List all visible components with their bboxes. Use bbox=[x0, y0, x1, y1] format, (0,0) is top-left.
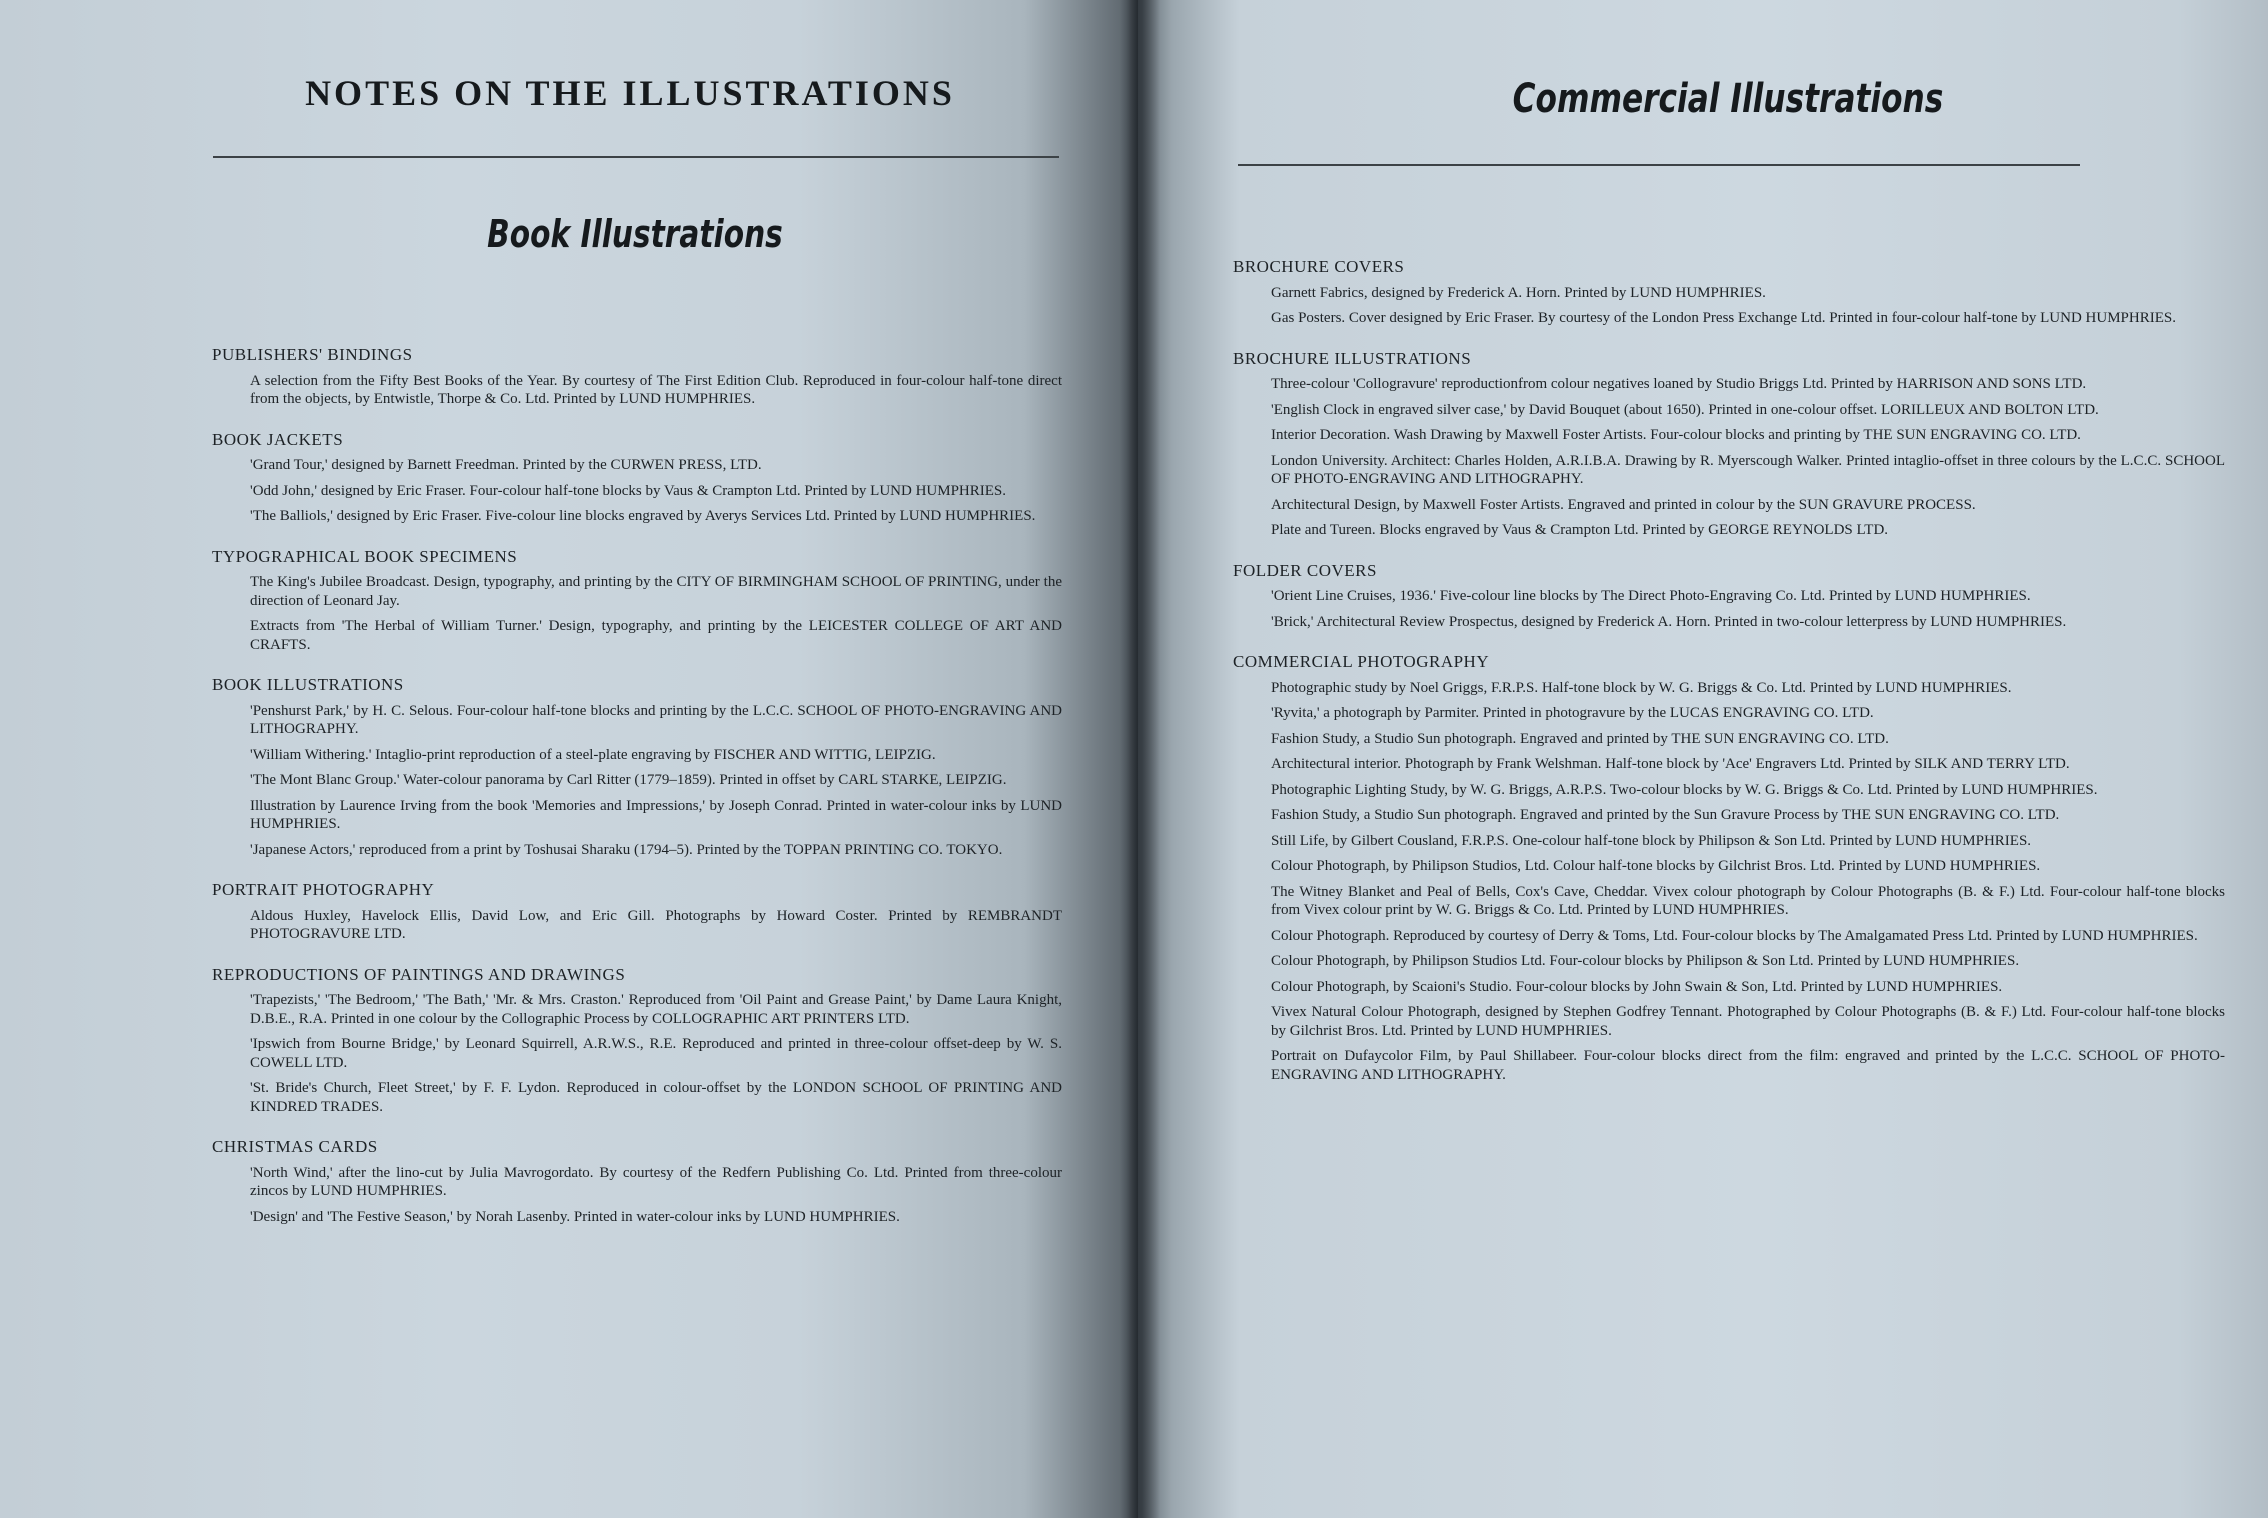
illustration-note: Colour Photograph, by Scaioni's Studio. Four-colour blocks by John Swain & Son, Ltd. Printed by LUND HUMPHRIES. bbox=[1271, 978, 2003, 995]
illustration-note: 'Trapezists,' 'The Bedroom,' 'The Bath,' 'Mr. & Mrs. Craston.' Reproduced from 'Oil Paint and Grease Paint,' by Dame Laura Knight, D.B.E., R.A. Printed in one colour by the Collographic Process by COLLOGRAPHIC ART PRINTERS LTD. bbox=[250, 992, 1062, 1027]
illustration-note: 'Grand Tour,' designed by Barnett Freedman. Printed by the CURWEN PRESS, LTD. bbox=[250, 457, 762, 473]
illustration-note: Interior Decoration. Wash Drawing by Maxwell Foster Artists. Four-colour blocks and printing by THE SUN ENGRAVING CO. LTD. bbox=[1271, 427, 2081, 443]
notes-section bbox=[212, 346, 1062, 409]
illustration-note: A selection from the Fifty Best Books of the Year. By courtesy of The First Edition Club. Reproduced in four-colour half-tone direct from the objects, by Entwistle, Thorpe & Co. Ltd. Printed by LUND HUMPHRIES. bbox=[250, 372, 1062, 407]
illustration-note: 'Ryvita,' a photograph by Parmiter. Printed in photogravure by the LUCAS ENGRAVING CO. LTD. bbox=[1271, 705, 1874, 721]
page-heading: Commercial Illustrations bbox=[1512, 76, 1944, 122]
illustration-note: Garnett Fabrics, designed by Frederick A. Horn. Printed by LUND HUMPHRIES. bbox=[1271, 284, 1766, 301]
section-heading: REPRODUCTIONS OF PAINTINGS AND DRAWINGS bbox=[212, 964, 626, 984]
illustration-note: 'The Mont Blanc Group.' Water-colour panorama by Carl Ritter (1779–1859). Printed in offset by CARL STARKE, LEIPZIG. bbox=[250, 772, 1007, 788]
heading-rule bbox=[213, 156, 1059, 158]
illustration-note: Illustration by Laurence Irving from the book 'Memories and Impressions,' by Joseph Conrad. Printed in water-colour inks by LUND HUMPHRIES. bbox=[250, 797, 1062, 832]
notes-column bbox=[212, 346, 1062, 1248]
illustration-note: Photographic study by Noel Griggs, F.R.P.S. Half-tone block by W. G. Briggs & Co. Ltd. Printed by LUND HUMPHRIES. bbox=[1271, 679, 2012, 696]
section-heading: BROCHURE ILLUSTRATIONS bbox=[1233, 348, 1472, 368]
illustration-note: 'Orient Line Cruises, 1936.' Five-colour line blocks by The Direct Photo-Engraving Co. Ltd. Printed by LUND HUMPHRIES. bbox=[1271, 588, 2031, 604]
section-heading: TYPOGRAPHICAL BOOK SPECIMENS bbox=[212, 546, 518, 566]
notes-section bbox=[212, 881, 1062, 944]
notes-section bbox=[1233, 562, 2225, 632]
notes-section bbox=[212, 548, 1062, 655]
illustration-note: 'English Clock in engraved silver case,' by David Bouquet (about 1650). Printed in one-colour offset. LORILLEUX AND BOLTON LTD. bbox=[1271, 401, 2099, 418]
notes-section bbox=[212, 1138, 1062, 1226]
illustration-note: Colour Photograph. Reproduced by courtesy of Derry & Toms, Ltd. Four-colour blocks by The Amalgamated Press Ltd. Printed by LUND HUMPHRIES. bbox=[1271, 927, 2198, 944]
illustration-note: Aldous Huxley, Havelock Ellis, David Low, and Eric Gill. Photographs by Howard Coster. Printed by REMBRANDT PHOTOGRAVURE LTD. bbox=[250, 907, 1062, 942]
section-heading: COMMERCIAL PHOTOGRAPHY bbox=[1233, 652, 1490, 671]
illustration-note: Colour Photograph, by Philipson Studios Ltd. Four-colour blocks by Philipson & Son Ltd. Printed by LUND HUMPHRIES. bbox=[1271, 953, 2020, 969]
illustration-note: The King's Jubilee Broadcast. Design, typography, and printing by the CITY OF BIRMINGHAM SCHOOL OF PRINTING, under the direction of Leonard Jay. bbox=[250, 574, 1062, 609]
illustration-note: 'William Withering.' Intaglio-print reproduction of a steel-plate engraving by FISCHER AND WITTIG, LEIPZIG. bbox=[250, 746, 936, 763]
section-heading: FOLDER COVERS bbox=[1233, 560, 1377, 580]
notes-section bbox=[212, 676, 1062, 859]
illustration-note: Photographic Lighting Study, by W. G. Briggs, A.R.P.S. Two-colour blocks by W. G. Briggs & Co. Ltd. Printed by LUND HUMPHRIES. bbox=[1271, 781, 2098, 798]
illustration-note: 'Brick,' Architectural Review Prospectus, designed by Frederick A. Horn. Printed in two-colour letterpress by LUND HUMPHRIES. bbox=[1271, 613, 2067, 630]
notes-section bbox=[212, 431, 1062, 526]
illustration-note: The Witney Blanket and Peal of Bells, Cox's Cave, Cheddar. Vivex colour photograph by Colour Photographs (B. & F.) Ltd. Four-colour half-tone blocks from Vivex colour print by W. G. Briggs & Co. Ltd. Printed by LUND HUMPHRIES. bbox=[1271, 883, 2225, 918]
heading-rule bbox=[1238, 164, 2080, 166]
illustration-note: 'Penshurst Park,' by H. C. Selous. Four-colour half-tone blocks and printing by the L.C.C. SCHOOL OF PHOTO-ENGRAVING AND LITHOGRAPHY. bbox=[250, 702, 1062, 737]
illustration-note: Fashion Study, a Studio Sun photograph. Engraved and printed by THE SUN ENGRAVING CO. LTD. bbox=[1271, 730, 1889, 747]
section-heading: PORTRAIT PHOTOGRAPHY bbox=[212, 880, 435, 899]
illustration-note: 'Odd John,' designed by Eric Fraser. Four-colour half-tone blocks by Vaus & Crampton Ltd. Printed by LUND HUMPHRIES. bbox=[250, 482, 1006, 499]
section-heading: CHRISTMAS CARDS bbox=[212, 1137, 378, 1156]
illustration-note: 'North Wind,' after the lino-cut by Julia Mavrogordato. By courtesy of the Redfern Publishing Co. Ltd. Printed from three-colour zincos by LUND HUMPHRIES. bbox=[250, 1164, 1062, 1199]
illustration-note: Colour Photograph, by Philipson Studios, Ltd. Colour half-tone blocks by Gilchrist Bros. Ltd. Printed by LUND HUMPHRIES. bbox=[1271, 858, 2041, 874]
section-title: Book Illustrations bbox=[487, 212, 783, 256]
notes-section bbox=[1233, 258, 2225, 328]
illustration-note: Fashion Study, a Studio Sun photograph. Engraved and printed by the Sun Gravure Process by THE SUN ENGRAVING CO. LTD. bbox=[1271, 807, 2060, 823]
illustration-note: Portrait on Dufaycolor Film, by Paul Shillabeer. Four-colour blocks direct from the film: engraved and printed by the L.C.C. SCHOOL OF PHOTO-ENGRAVING AND LITHOGRAPHY. bbox=[1271, 1048, 2225, 1083]
notes-section bbox=[1233, 350, 2225, 540]
illustration-note: 'Design' and 'The Festive Season,' by Norah Lasenby. Printed in water-colour inks by LUND HUMPHRIES. bbox=[250, 1208, 900, 1225]
notes-section bbox=[1233, 653, 2225, 1084]
illustration-note: Three-colour 'Collogravure' reproductionfrom colour negatives loaned by Studio Briggs Ltd. Printed by HARRISON AND SONS LTD. bbox=[1271, 376, 2087, 392]
illustration-note: Vivex Natural Colour Photograph, designed by Stephen Godfrey Tennant. Photographed by Colour Photographs (B. & F.) Ltd. Four-colour half-tone blocks by Gilchrist Bros. Ltd. Printed by LUND HUMPHRIES. bbox=[1271, 1004, 2225, 1039]
section-heading: PUBLISHERS' BINDINGS bbox=[212, 345, 413, 364]
illustration-note: Plate and Tureen. Blocks engraved by Vaus & Crampton Ltd. Printed by GEORGE REYNOLDS LTD. bbox=[1271, 522, 1889, 538]
illustration-note: Architectural Design, by Maxwell Foster Artists. Engraved and printed in colour by the SUN GRAVURE PROCESS. bbox=[1271, 496, 1976, 513]
right-page bbox=[1138, 0, 2268, 1518]
illustration-note: Architectural interior. Photograph by Frank Welshman. Half-tone block by 'Ace' Engravers Ltd. Printed by SILK AND TERRY LTD. bbox=[1271, 756, 2070, 772]
notes-column bbox=[1233, 258, 2225, 1106]
illustration-note: Gas Posters. Cover designed by Eric Fraser. By courtesy of the London Press Exchange Ltd. Printed in four-colour half-tone by LUND HUMPHRIES. bbox=[1271, 310, 2176, 326]
notes-section bbox=[212, 966, 1062, 1117]
illustration-note: London University. Architect: Charles Holden, A.R.I.B.A. Drawing by R. Myerscough Walker. Printed intaglio-offset in three colours by the L.C.C. SCHOOL OF PHOTO-ENGRAVING AND LITHOGRAPHY. bbox=[1271, 452, 2225, 487]
book-gutter bbox=[1120, 0, 1160, 1518]
section-heading: BROCHURE COVERS bbox=[1233, 257, 1405, 276]
illustration-note: 'Japanese Actors,' reproduced from a print by Toshusai Sharaku (1794–5). Printed by the TOPPAN PRINTING CO. TOKYO. bbox=[250, 841, 1003, 858]
illustration-note: Still Life, by Gilbert Cousland, F.R.P.S. One-colour half-tone block by Philipson & Son Ltd. Printed by LUND HUMPHRIES. bbox=[1271, 832, 2032, 849]
section-heading: BOOK JACKETS bbox=[212, 429, 344, 449]
illustration-note: 'Ipswich from Bourne Bridge,' by Leonard Squirrell, A.R.W.S., R.E. Reproduced and printed in three-colour offset-deep by W. S. COWELL LTD. bbox=[250, 1036, 1062, 1071]
section-heading: BOOK ILLUSTRATIONS bbox=[212, 675, 404, 694]
page-heading: NOTES ON THE ILLUSTRATIONS bbox=[305, 73, 955, 113]
illustration-note: 'The Balliols,' designed by Eric Fraser. Five-colour line blocks engraved by Averys Services Ltd. Printed by LUND HUMPHRIES. bbox=[250, 508, 1036, 524]
illustration-note: Extracts from 'The Herbal of William Turner.' Design, typography, and printing by the LEICESTER COLLEGE OF ART AND CRAFTS. bbox=[250, 618, 1062, 653]
illustration-note: 'St. Bride's Church, Fleet Street,' by F. F. Lydon. Reproduced in colour-offset by the LONDON SCHOOL OF PRINTING AND KINDRED TRADES. bbox=[250, 1080, 1062, 1115]
